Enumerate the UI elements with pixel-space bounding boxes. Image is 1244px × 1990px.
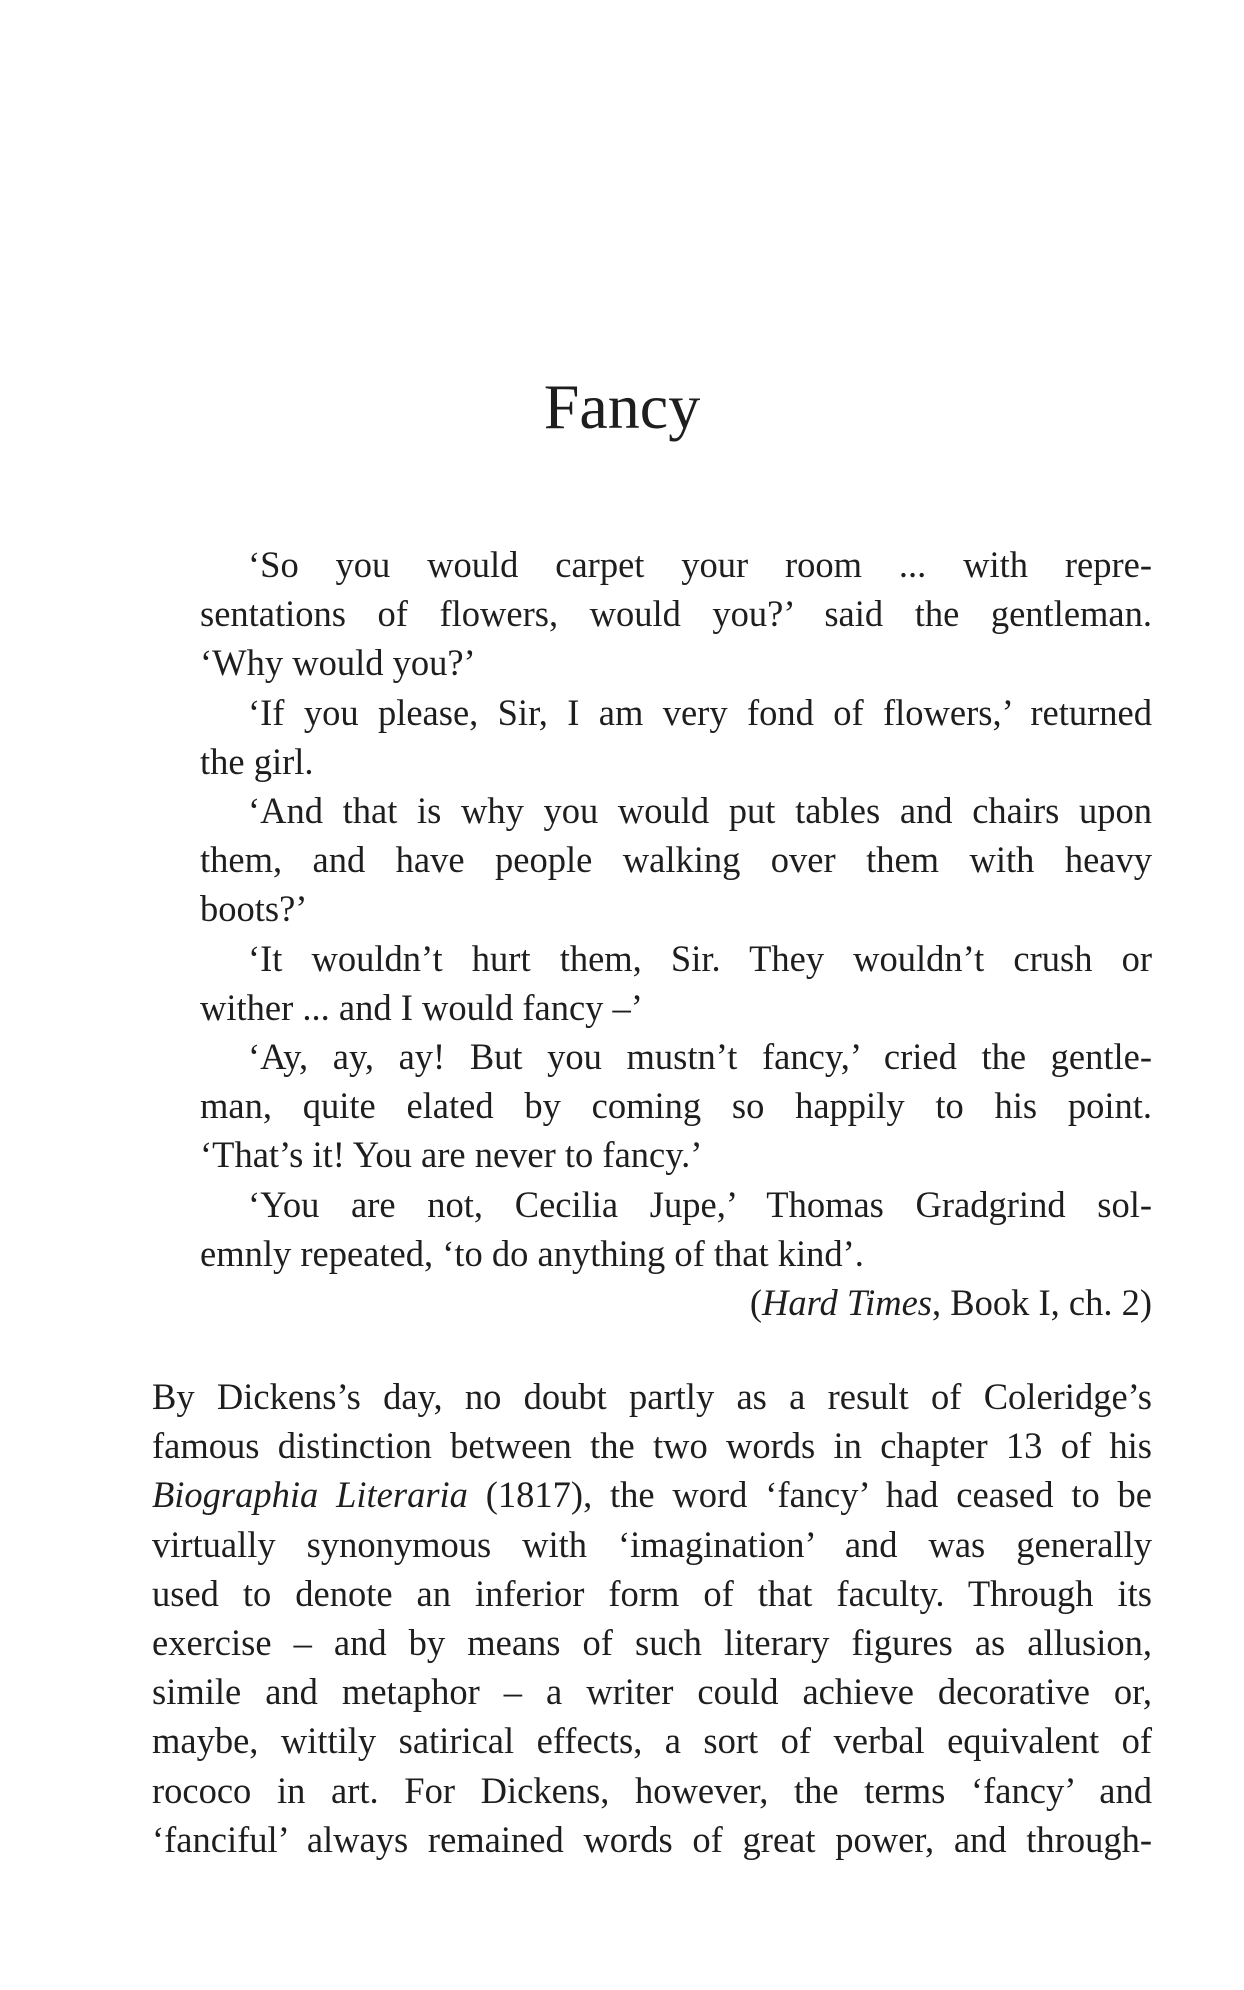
epigraph [200, 540, 1152, 1327]
body-line: virtually synonymous with ‘imagination’ and was generally [152, 1523, 1152, 1565]
epigraph-line: them, and have people walking over them with heavy [200, 839, 1152, 881]
body-line: used to denote an inferior form of that faculty. Through its [152, 1572, 1152, 1614]
page-title: Fancy [543, 371, 701, 442]
body-line: By Dickens’s day, no doubt partly as a result of Coleridge’s [152, 1376, 1152, 1417]
epigraph-line: ‘That’s it! You are never to fancy.’ [200, 1134, 703, 1176]
body-line: famous distinction between the two words in chapter 13 of his [152, 1425, 1152, 1467]
epigraph-line: ‘So you would carpet your room ... with repre- [248, 544, 1152, 585]
epigraph-line: ‘It wouldn’t hurt them, Sir. They wouldn’t crush or [248, 937, 1152, 979]
epigraph-citation [200, 1278, 1152, 1327]
citation-detail: , Book I, ch. 2) [932, 1282, 1152, 1324]
epigraph-line: ‘Ay, ay, ay! But you mustn’t fancy,’ cried the gentle- [248, 1036, 1152, 1078]
epigraph-line: ‘And that is why you would put tables and chairs upon [248, 790, 1152, 832]
epigraph-line: boots?’ [200, 888, 308, 930]
body-line: maybe, wittily satirical effects, a sort of verbal equivalent of [152, 1720, 1152, 1762]
epigraph-line: emnly repeated, ‘to do anything of that kind’. [200, 1232, 864, 1274]
body-line [152, 1470, 1152, 1519]
citation-open: ( [749, 1282, 762, 1324]
book-title: Biographia Literaria [152, 1474, 468, 1516]
epigraph-line: ‘You are not, Cecilia Jupe,’ Thomas Gradgrind sol- [248, 1183, 1152, 1225]
body-line-text: (1817), the word ‘fancy’ had ceased to be [467, 1474, 1152, 1516]
body-line: exercise – and by means of such literary figures as allusion, [152, 1622, 1152, 1664]
citation-work-title: Hard Times [761, 1282, 933, 1324]
epigraph-line: the girl. [200, 740, 314, 782]
epigraph-line: sentations of flowers, would you?’ said the gentleman. [200, 593, 1152, 635]
body-line: rococo in art. For Dickens, however, the terms ‘fancy’ and [152, 1769, 1152, 1811]
epigraph-line: ‘Why would you?’ [200, 642, 476, 684]
body-line: ‘fanciful’ always remained words of great power, and through- [152, 1818, 1152, 1860]
epigraph-line: wither ... and I would fancy –’ [200, 986, 643, 1028]
body-paragraph [152, 1372, 1152, 1864]
epigraph-line: man, quite elated by coming so happily to his point. [200, 1085, 1152, 1127]
epigraph-line: ‘If you please, Sir, I am very fond of flowers,’ returned [248, 691, 1152, 733]
body-line: simile and metaphor – a writer could achieve decorative or, [152, 1671, 1152, 1713]
